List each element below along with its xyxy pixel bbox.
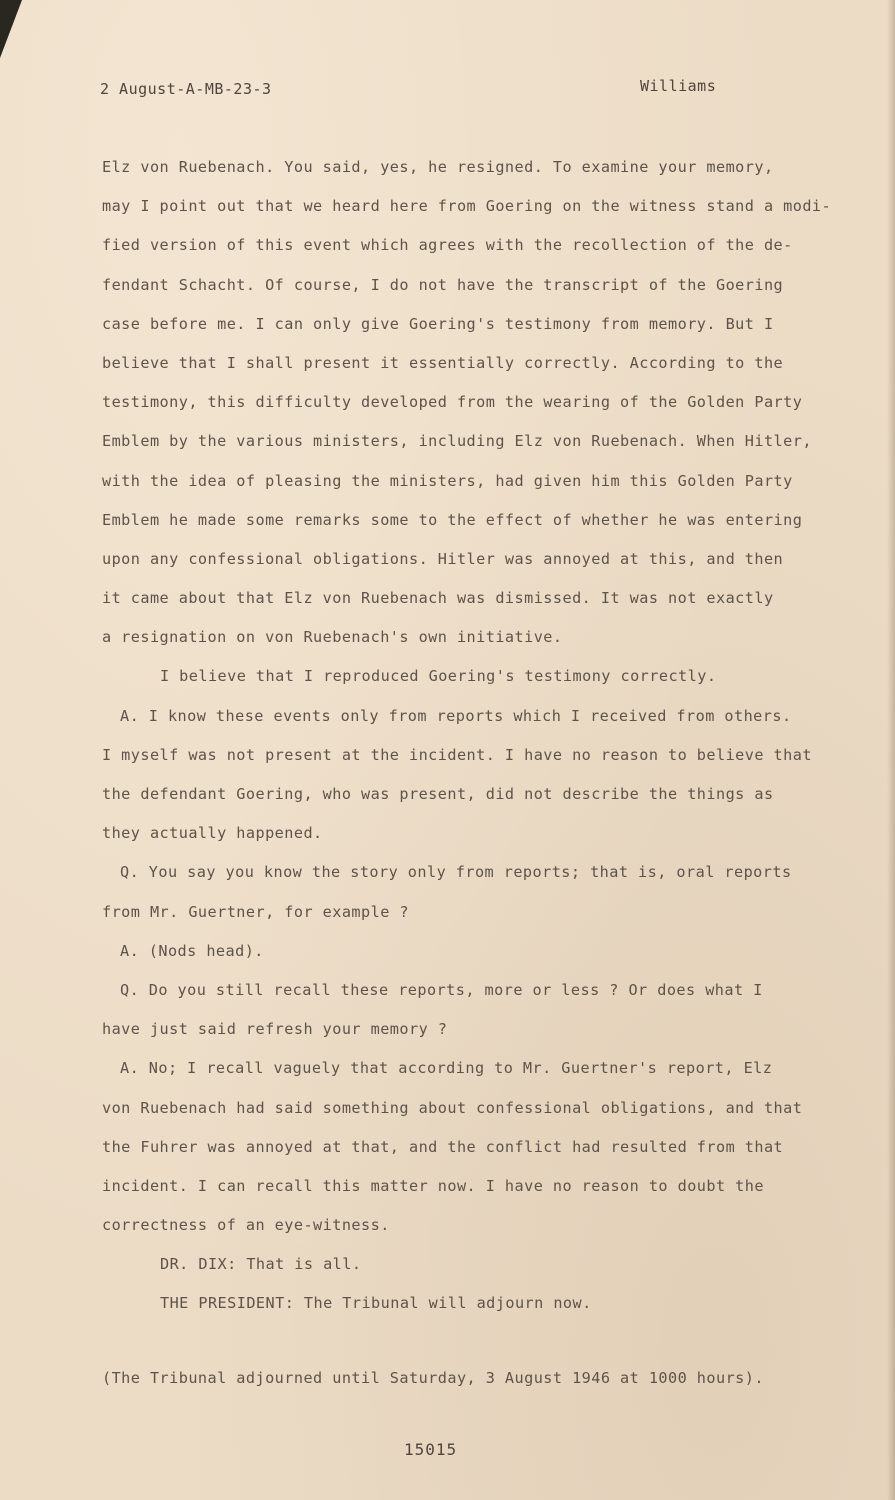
reporter-name: Williams	[640, 77, 717, 95]
transcript-body	[102, 154, 832, 1330]
transcript-line: A. I know these events only from reports which I received from others.	[120, 706, 792, 725]
transcript-line: von Ruebenach had said something about confessional obligations, and that	[102, 1098, 803, 1117]
transcript-line: with the idea of pleasing the ministers, had given him this Golden Party	[102, 471, 793, 490]
transcript-line: incident. I can recall this matter now. I have no reason to doubt the	[102, 1176, 764, 1195]
transcript-line: fied version of this event which agrees with the recollection of the de-	[102, 236, 793, 255]
document-reference: 2 August-A-MB-23-3	[100, 80, 272, 98]
transcript-line: Q. You say you know the story only from reports; that is, oral reports	[120, 863, 792, 882]
transcript-line: Emblem by the various ministers, including Elz von Ruebenach. When Hitler,	[102, 432, 812, 451]
transcript-line: THE PRESIDENT: The Tribunal will adjourn now.	[160, 1294, 592, 1313]
torn-corner	[0, 0, 22, 58]
transcript-line: they actually happened.	[102, 824, 323, 843]
page-number: 15015	[404, 1440, 458, 1459]
transcript-line: case before me. I can only give Goering's testimony from memory. But I	[102, 314, 774, 333]
transcript-line: from Mr. Guertner, for example ?	[102, 902, 409, 921]
transcript-line: Q. Do you still recall these reports, more or less ? Or does what I	[120, 980, 763, 999]
transcript-line: it came about that Elz von Ruebenach was dismissed. It was not exactly	[102, 589, 774, 608]
transcript-line: the Fuhrer was annoyed at that, and the conflict had resulted from that	[102, 1137, 784, 1156]
transcript-line: I believe that I reproduced Goering's testimony correctly.	[160, 667, 717, 686]
adjournment-note: (The Tribunal adjourned until Saturday, 3 August 1946 at 1000 hours).	[102, 1369, 764, 1387]
transcript-line: I myself was not present at the incident. I have no reason to believe that	[102, 745, 812, 764]
transcript-line: believe that I shall present it essentially correctly. According to the	[102, 353, 784, 372]
transcript-line: have just said refresh your memory ?	[102, 1020, 448, 1039]
transcript-line: A. (Nods head).	[120, 941, 264, 960]
transcript-line: DR. DIX: That is all.	[160, 1255, 362, 1274]
page-edge-shadow	[887, 0, 895, 1500]
transcript-line: testimony, this difficulty developed from the wearing of the Golden Party	[102, 393, 803, 412]
transcript-line: Emblem he made some remarks some to the effect of whether he was entering	[102, 510, 803, 529]
transcript-line: Elz von Ruebenach. You said, yes, he resigned. To examine your memory,	[102, 158, 774, 176]
transcript-line: upon any confessional obligations. Hitler was annoyed at this, and then	[102, 549, 784, 568]
transcript-line: A. No; I recall vaguely that according to Mr. Guertner's report, Elz	[120, 1059, 773, 1078]
transcript-line: fendant Schacht. Of course, I do not have the transcript of the Goering	[102, 275, 784, 294]
transcript-line: the defendant Goering, who was present, did not describe the things as	[102, 785, 774, 803]
transcript-line: correctness of an eye-witness.	[102, 1216, 390, 1235]
transcript-line: may I point out that we heard here from Goering on the witness stand a modi-	[102, 197, 832, 216]
transcript-line: a resignation on von Ruebenach's own initiative.	[102, 628, 563, 647]
